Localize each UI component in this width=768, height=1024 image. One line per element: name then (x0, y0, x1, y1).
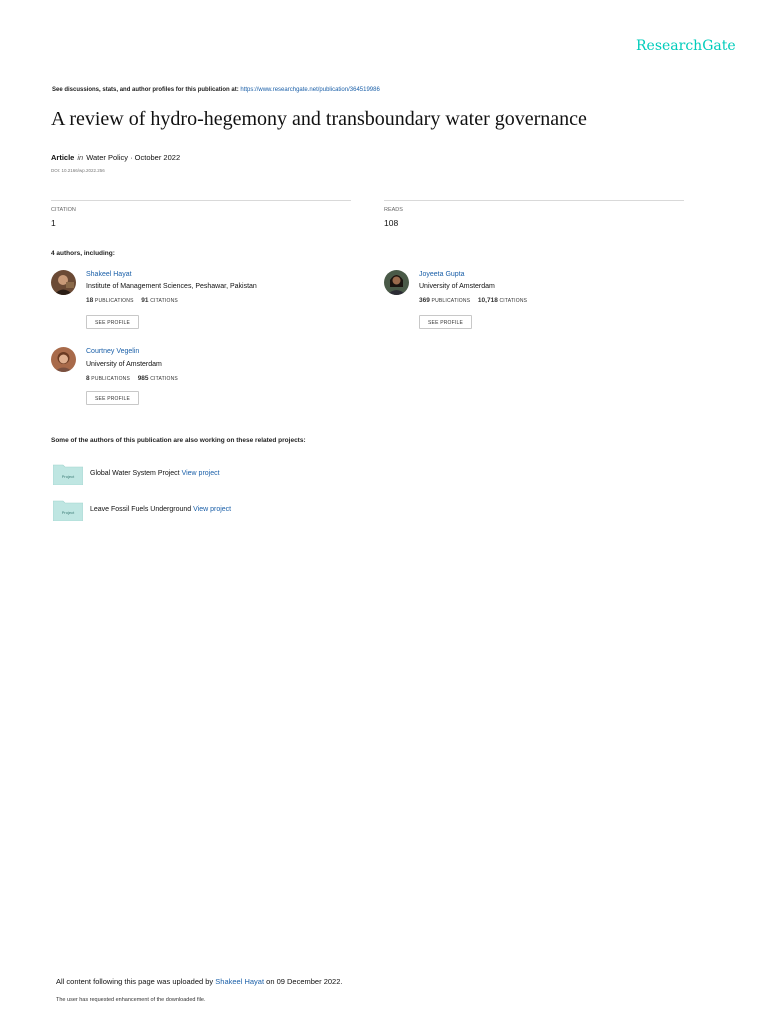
reads-label: READS (384, 207, 403, 213)
upload-prefix: All content following this page was uploaded by (56, 977, 214, 986)
publication-title: A review of hydro-hegemony and transboundary water governance (51, 108, 587, 130)
see-profile-button[interactable]: SEE PROFILE (86, 391, 139, 405)
doi-text[interactable]: DOI: 10.2166/wp.2022.256 (51, 168, 105, 173)
in-word: in (77, 153, 84, 162)
avatar-shakeel-hayat[interactable] (51, 270, 76, 295)
discussions-text: See discussions, stats, and author profiles for this publication at: (52, 87, 239, 93)
project-name: Global Water System Project (90, 470, 180, 477)
author-name-link[interactable]: Courtney Vegelin (86, 348, 140, 355)
citations-label: CITATIONS (499, 298, 528, 304)
project-icon-label: Project (61, 510, 75, 515)
citations-count: 91 (141, 297, 149, 304)
author-stats (86, 297, 184, 304)
project-icon-label: Project (61, 474, 75, 479)
publications-label: PUBLICATIONS (94, 298, 134, 304)
discussions-line (52, 87, 380, 93)
see-profile-button[interactable]: SEE PROFILE (86, 315, 139, 329)
citations-label: CITATIONS (150, 298, 178, 304)
researchgate-logo[interactable]: ResearchGate (636, 38, 736, 54)
citations-label: CITATIONS (150, 376, 178, 382)
view-project-link[interactable]: View project (181, 470, 220, 477)
view-project-link[interactable]: View project (193, 506, 232, 513)
author-institution[interactable]: Institute of Management Sciences, Peshawar, Pakistan (86, 283, 257, 290)
projects-heading: Some of the authors of this publication are also working on these related projects: (51, 437, 306, 444)
author-institution[interactable]: University of Amsterdam (419, 283, 495, 290)
publications-count: 8 (86, 375, 90, 382)
upload-notice (56, 977, 342, 986)
citation-label: CITATION (51, 207, 76, 213)
authors-heading: 4 authors, including: (51, 250, 115, 257)
uploader-link[interactable]: Shakeel Hayat (215, 977, 265, 986)
project-folder-icon (53, 499, 83, 519)
publication-meta (51, 153, 180, 162)
reads-count: 108 (384, 218, 399, 228)
project-folder-icon (53, 463, 83, 483)
author-name-link[interactable]: Shakeel Hayat (86, 271, 132, 278)
author-name-link[interactable]: Joyeeta Gupta (419, 271, 465, 278)
author-institution[interactable]: University of Amsterdam (86, 361, 162, 368)
publications-label: PUBLICATIONS (431, 298, 471, 304)
upload-suffix: on 09 December 2022. (266, 977, 343, 986)
project-name: Leave Fossil Fuels Underground (90, 506, 192, 513)
project-item (90, 470, 220, 477)
project-item (90, 506, 231, 513)
author-stats (419, 297, 533, 304)
citations-count: 985 (137, 375, 149, 382)
publications-label: PUBLICATIONS (91, 376, 131, 382)
citation-count: 1 (51, 218, 56, 228)
publications-count: 369 (419, 297, 430, 304)
author-stats (86, 375, 184, 382)
avatar-joyeeta-gupta[interactable] (384, 270, 409, 295)
reads-divider (384, 200, 684, 201)
publications-count: 18 (86, 297, 94, 304)
citation-divider (51, 200, 351, 201)
publication-url-link[interactable]: https://www.researchgate.net/publication/364519986 (240, 87, 380, 93)
avatar-courtney-vegelin[interactable] (51, 347, 76, 372)
publication-type: Article (51, 153, 75, 162)
enhancement-note: The user has requested enhancement of the downloaded file. (56, 997, 206, 1003)
citations-count: 10,718 (477, 297, 498, 304)
journal-info[interactable]: Water Policy · October 2022 (86, 153, 181, 162)
see-profile-button[interactable]: SEE PROFILE (419, 315, 472, 329)
